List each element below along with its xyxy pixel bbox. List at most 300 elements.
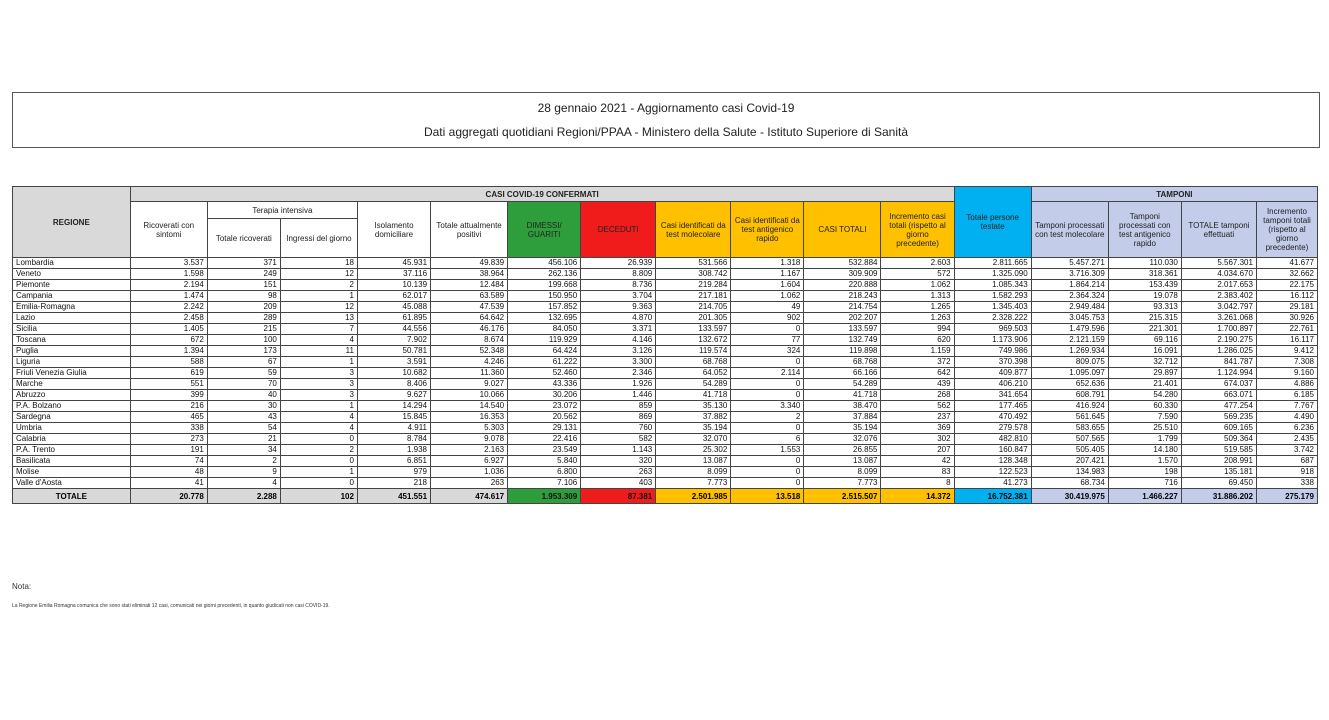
- report-title: 28 gennaio 2021 - Aggiornamento casi Covid-19: [537, 101, 795, 115]
- value-cell: 34: [207, 445, 280, 456]
- header-casi-antigenico: Casi identificati da test antigenico rapido: [731, 202, 804, 258]
- value-cell: 122.523: [954, 467, 1031, 478]
- value-cell: 218.243: [804, 291, 881, 302]
- value-cell: 63.589: [431, 291, 508, 302]
- value-cell: 16.112: [1256, 291, 1317, 302]
- value-cell: 1.124.994: [1181, 368, 1256, 379]
- value-cell: 1: [280, 401, 357, 412]
- value-cell: 2.383.402: [1181, 291, 1256, 302]
- value-cell: 202.207: [804, 313, 881, 324]
- value-cell: 0: [731, 324, 804, 335]
- value-cell: 6.927: [431, 456, 508, 467]
- value-cell: 61.222: [508, 357, 581, 368]
- value-cell: 0: [280, 478, 357, 489]
- value-cell: 59: [207, 368, 280, 379]
- region-cell: Toscana: [13, 335, 131, 346]
- value-cell: 30: [207, 401, 280, 412]
- table-row: [13, 291, 1318, 302]
- value-cell: 1.263: [881, 313, 954, 324]
- value-cell: 8: [881, 478, 954, 489]
- value-cell: 69.116: [1108, 335, 1181, 346]
- value-cell: 1.062: [881, 280, 954, 291]
- value-cell: 399: [130, 390, 207, 401]
- value-cell: 273: [130, 434, 207, 445]
- value-cell: 12: [280, 302, 357, 313]
- value-cell: 41.273: [954, 478, 1031, 489]
- value-cell: 214.705: [656, 302, 731, 313]
- value-cell: 16.091: [1108, 346, 1181, 357]
- value-cell: 4: [280, 423, 357, 434]
- table-row: [13, 456, 1318, 467]
- value-cell: 1.474: [130, 291, 207, 302]
- value-cell: 1.318: [731, 258, 804, 269]
- table-row: [13, 467, 1318, 478]
- value-cell: 29.131: [508, 423, 581, 434]
- value-cell: 14.180: [1108, 445, 1181, 456]
- value-cell: 157.852: [508, 302, 581, 313]
- value-cell: 338: [1256, 478, 1317, 489]
- value-cell: 132.695: [508, 313, 581, 324]
- value-cell: 2.190.275: [1181, 335, 1256, 346]
- value-cell: 54: [207, 423, 280, 434]
- value-cell: 47.539: [431, 302, 508, 313]
- value-cell: 1.799: [1108, 434, 1181, 445]
- value-cell: 35.130: [656, 401, 731, 412]
- region-cell: Valle d'Aosta: [13, 478, 131, 489]
- value-cell: 61.895: [357, 313, 430, 324]
- table-row: [13, 390, 1318, 401]
- value-cell: 4.034.670: [1181, 269, 1256, 280]
- value-cell: 128.348: [954, 456, 1031, 467]
- value-cell: 9.412: [1256, 346, 1317, 357]
- value-cell: 8.099: [656, 467, 731, 478]
- value-cell: 663.071: [1181, 390, 1256, 401]
- value-cell: 1.143: [581, 445, 656, 456]
- value-cell: 133.597: [804, 324, 881, 335]
- value-cell: 969.503: [954, 324, 1031, 335]
- table-body: [13, 258, 1318, 489]
- header-incremento-tamponi: Incremento tamponi totali (rispetto al giorno precedente): [1256, 202, 1317, 258]
- value-cell: 5.567.301: [1181, 258, 1256, 269]
- table-row: [13, 258, 1318, 269]
- value-cell: 13: [280, 313, 357, 324]
- value-cell: 561.645: [1031, 412, 1108, 423]
- region-cell: Lazio: [13, 313, 131, 324]
- value-cell: 38.964: [431, 269, 508, 280]
- value-cell: 18: [280, 258, 357, 269]
- table-row: [13, 368, 1318, 379]
- total-cell: 2.288: [207, 489, 280, 504]
- value-cell: 16.117: [1256, 335, 1317, 346]
- value-cell: 173: [207, 346, 280, 357]
- value-cell: 4.490: [1256, 412, 1317, 423]
- header-incremento-casi: Incremento casi totali (rispetto al giorno precedente): [881, 202, 954, 258]
- region-cell: Basilicata: [13, 456, 131, 467]
- value-cell: 569.235: [1181, 412, 1256, 423]
- value-cell: 2.194: [130, 280, 207, 291]
- value-cell: 0: [280, 434, 357, 445]
- value-cell: 43: [207, 412, 280, 423]
- value-cell: 119.898: [804, 346, 881, 357]
- value-cell: 482.810: [954, 434, 1031, 445]
- value-cell: 1.325.090: [954, 269, 1031, 280]
- total-cell: 275.179: [1256, 489, 1317, 504]
- value-cell: 620: [881, 335, 954, 346]
- region-cell: Calabria: [13, 434, 131, 445]
- value-cell: 994: [881, 324, 954, 335]
- region-cell: Lombardia: [13, 258, 131, 269]
- report-header: [12, 92, 1320, 148]
- note-text: La Regione Emilia Romagna comunica che sono stati eliminati 12 casi, comunicati nei giorni precedenti, in quanto giudicati non casi COVID-19.: [12, 603, 330, 609]
- value-cell: 40: [207, 390, 280, 401]
- value-cell: 209: [207, 302, 280, 313]
- value-cell: 52.460: [508, 368, 581, 379]
- value-cell: 10.066: [431, 390, 508, 401]
- value-cell: 652.636: [1031, 379, 1108, 390]
- value-cell: 532.884: [804, 258, 881, 269]
- value-cell: 215.315: [1108, 313, 1181, 324]
- value-cell: 21: [207, 434, 280, 445]
- value-cell: 83: [881, 467, 954, 478]
- value-cell: 1.167: [731, 269, 804, 280]
- value-cell: 1.570: [1108, 456, 1181, 467]
- total-cell: 31.886.202: [1181, 489, 1256, 504]
- value-cell: 20.562: [508, 412, 581, 423]
- table-row: [13, 324, 1318, 335]
- value-cell: 0: [731, 456, 804, 467]
- value-cell: 619: [130, 368, 207, 379]
- value-cell: 262.136: [508, 269, 581, 280]
- value-cell: 1.405: [130, 324, 207, 335]
- total-cell: 20.778: [130, 489, 207, 504]
- value-cell: 10.139: [357, 280, 430, 291]
- region-cell: Umbria: [13, 423, 131, 434]
- value-cell: 119.574: [656, 346, 731, 357]
- value-cell: 41.677: [1256, 258, 1317, 269]
- table-row: [13, 335, 1318, 346]
- region-cell: P.A. Trento: [13, 445, 131, 456]
- value-cell: 69.450: [1181, 478, 1256, 489]
- region-cell: Puglia: [13, 346, 131, 357]
- value-cell: 859: [581, 401, 656, 412]
- value-cell: 403: [581, 478, 656, 489]
- value-cell: 2.364.324: [1031, 291, 1108, 302]
- value-cell: 4.246: [431, 357, 508, 368]
- value-cell: 7.773: [656, 478, 731, 489]
- value-cell: 2.163: [431, 445, 508, 456]
- value-cell: 583.655: [1031, 423, 1108, 434]
- value-cell: 1.062: [731, 291, 804, 302]
- value-cell: 3.126: [581, 346, 656, 357]
- value-cell: 409.877: [954, 368, 1031, 379]
- header-group-tamponi: TAMPONI: [1031, 187, 1317, 202]
- table-row: [13, 412, 1318, 423]
- value-cell: 1.604: [731, 280, 804, 291]
- value-cell: 132.672: [656, 335, 731, 346]
- value-cell: 4: [280, 335, 357, 346]
- value-cell: 54.289: [656, 379, 731, 390]
- value-cell: 507.565: [1031, 434, 1108, 445]
- region-cell: Emilia-Romagna: [13, 302, 131, 313]
- value-cell: 1.313: [881, 291, 954, 302]
- value-cell: 41.718: [804, 390, 881, 401]
- value-cell: 572: [881, 269, 954, 280]
- value-cell: 221.301: [1108, 324, 1181, 335]
- value-cell: 6: [731, 434, 804, 445]
- value-cell: 672: [130, 335, 207, 346]
- region-cell: Abruzzo: [13, 390, 131, 401]
- value-cell: 249: [207, 269, 280, 280]
- region-cell: Sicilia: [13, 324, 131, 335]
- total-cell: 30.419.975: [1031, 489, 1108, 504]
- total-cell: 2.501.985: [656, 489, 731, 504]
- value-cell: 372: [881, 357, 954, 368]
- value-cell: 289: [207, 313, 280, 324]
- header-tamponi-antigenico: Tamponi processati con test antigenico rapido: [1108, 202, 1181, 258]
- value-cell: 3.716.309: [1031, 269, 1108, 280]
- value-cell: 609.165: [1181, 423, 1256, 434]
- value-cell: 588: [130, 357, 207, 368]
- value-cell: 3.371: [581, 324, 656, 335]
- value-cell: 46.176: [431, 324, 508, 335]
- total-cell: 87.381: [581, 489, 656, 504]
- header-casi-molecolare: Casi identificati da test molecolare: [656, 202, 731, 258]
- header-totale-ricoverati: Totale ricoverati: [207, 219, 280, 258]
- value-cell: 153.439: [1108, 280, 1181, 291]
- value-cell: 37.882: [656, 412, 731, 423]
- value-cell: 2.114: [731, 368, 804, 379]
- header-guariti: DIMESSI/ GUARITI: [508, 202, 581, 258]
- value-cell: 3.591: [357, 357, 430, 368]
- value-cell: 177.465: [954, 401, 1031, 412]
- value-cell: 50.781: [357, 346, 430, 357]
- value-cell: 13.087: [804, 456, 881, 467]
- value-cell: 7.308: [1256, 357, 1317, 368]
- value-cell: 3.537: [130, 258, 207, 269]
- report-subtitle: Dati aggregati quotidiani Regioni/PPAA - Ministero della Salute - Istituto Superiore di Sanità: [423, 125, 909, 139]
- value-cell: 841.787: [1181, 357, 1256, 368]
- value-cell: 30.926: [1256, 313, 1317, 324]
- value-cell: 208.991: [1181, 456, 1256, 467]
- total-cell: 13.518: [731, 489, 804, 504]
- value-cell: 19.078: [1108, 291, 1181, 302]
- value-cell: 1.479.596: [1031, 324, 1108, 335]
- value-cell: 32.070: [656, 434, 731, 445]
- value-cell: 32.712: [1108, 357, 1181, 368]
- value-cell: 199.668: [508, 280, 581, 291]
- value-cell: 8.674: [431, 335, 508, 346]
- value-cell: 760: [581, 423, 656, 434]
- value-cell: 29.181: [1256, 302, 1317, 313]
- value-cell: 52.348: [431, 346, 508, 357]
- value-cell: 1.095.097: [1031, 368, 1108, 379]
- value-cell: 6.851: [357, 456, 430, 467]
- value-cell: 1: [280, 357, 357, 368]
- value-cell: 3.742: [1256, 445, 1317, 456]
- region-cell: Molise: [13, 467, 131, 478]
- value-cell: 2.017.653: [1181, 280, 1256, 291]
- value-cell: 2.811.665: [954, 258, 1031, 269]
- header-ingressi-giorno: Ingressi del giorno: [280, 219, 357, 258]
- header-deceduti: DECEDUTI: [581, 202, 656, 258]
- value-cell: 6.236: [1256, 423, 1317, 434]
- value-cell: 110.030: [1108, 258, 1181, 269]
- value-cell: 749.986: [954, 346, 1031, 357]
- value-cell: 1.446: [581, 390, 656, 401]
- value-cell: 3.300: [581, 357, 656, 368]
- table-row: [13, 280, 1318, 291]
- table-row: [13, 357, 1318, 368]
- value-cell: 16.353: [431, 412, 508, 423]
- value-cell: 68.768: [804, 357, 881, 368]
- value-cell: 4: [280, 412, 357, 423]
- value-cell: 406.210: [954, 379, 1031, 390]
- value-cell: 509.364: [1181, 434, 1256, 445]
- value-cell: 9: [207, 467, 280, 478]
- value-cell: 1.159: [881, 346, 954, 357]
- value-cell: 10.682: [357, 368, 430, 379]
- value-cell: 5.840: [508, 456, 581, 467]
- value-cell: 3.045.753: [1031, 313, 1108, 324]
- value-cell: 3.261.068: [1181, 313, 1256, 324]
- value-cell: 2.435: [1256, 434, 1317, 445]
- value-cell: 0: [280, 456, 357, 467]
- value-cell: 369: [881, 423, 954, 434]
- value-cell: 30.206: [508, 390, 581, 401]
- value-cell: 7.767: [1256, 401, 1317, 412]
- value-cell: 98: [207, 291, 280, 302]
- covid-data-table: [12, 186, 1318, 504]
- region-cell: Friuli Venezia Giulia: [13, 368, 131, 379]
- region-cell: Campania: [13, 291, 131, 302]
- value-cell: 198: [1108, 467, 1181, 478]
- value-cell: 1.345.403: [954, 302, 1031, 313]
- value-cell: 324: [731, 346, 804, 357]
- value-cell: 207: [881, 445, 954, 456]
- total-label: TOTALE: [13, 489, 131, 504]
- value-cell: 716: [1108, 478, 1181, 489]
- value-cell: 869: [581, 412, 656, 423]
- value-cell: 6.800: [508, 467, 581, 478]
- value-cell: 45.088: [357, 302, 430, 313]
- value-cell: 263: [431, 478, 508, 489]
- header-isolamento: Isolamento domiciliare: [357, 202, 430, 258]
- value-cell: 217.181: [656, 291, 731, 302]
- value-cell: 219.284: [656, 280, 731, 291]
- value-cell: 9.627: [357, 390, 430, 401]
- value-cell: 279.578: [954, 423, 1031, 434]
- total-cell: 2.515.507: [804, 489, 881, 504]
- value-cell: 23.549: [508, 445, 581, 456]
- value-cell: 43.336: [508, 379, 581, 390]
- value-cell: 439: [881, 379, 954, 390]
- value-cell: 9.363: [581, 302, 656, 313]
- region-cell: Sardegna: [13, 412, 131, 423]
- total-cell: 474.617: [431, 489, 508, 504]
- value-cell: 32.076: [804, 434, 881, 445]
- total-cell: 16.752.381: [954, 489, 1031, 504]
- value-cell: 22.416: [508, 434, 581, 445]
- value-cell: 1.553: [731, 445, 804, 456]
- region-cell: Marche: [13, 379, 131, 390]
- value-cell: 3.704: [581, 291, 656, 302]
- value-cell: 1.394: [130, 346, 207, 357]
- value-cell: 470.492: [954, 412, 1031, 423]
- value-cell: 3: [280, 390, 357, 401]
- value-cell: 32.662: [1256, 269, 1317, 280]
- value-cell: 66.166: [804, 368, 881, 379]
- header-casi-totali: CASI TOTALI: [804, 202, 881, 258]
- header-group-casi: CASI COVID-19 CONFERMATI: [130, 187, 954, 202]
- value-cell: 4.870: [581, 313, 656, 324]
- value-cell: 456.106: [508, 258, 581, 269]
- region-cell: Liguria: [13, 357, 131, 368]
- value-cell: 687: [1256, 456, 1317, 467]
- value-cell: 22.175: [1256, 280, 1317, 291]
- value-cell: 15.845: [357, 412, 430, 423]
- value-cell: 1.598: [130, 269, 207, 280]
- value-cell: 3: [280, 368, 357, 379]
- value-cell: 67: [207, 357, 280, 368]
- value-cell: 341.654: [954, 390, 1031, 401]
- value-cell: 135.181: [1181, 467, 1256, 478]
- value-cell: 38.470: [804, 401, 881, 412]
- value-cell: 5.457.271: [1031, 258, 1108, 269]
- header-attualmente-positivi: Totale attualmente positivi: [431, 202, 508, 258]
- value-cell: 220.888: [804, 280, 881, 291]
- value-cell: 151: [207, 280, 280, 291]
- value-cell: 2.346: [581, 368, 656, 379]
- value-cell: 268: [881, 390, 954, 401]
- value-cell: 1.582.293: [954, 291, 1031, 302]
- value-cell: 8.736: [581, 280, 656, 291]
- region-cell: Veneto: [13, 269, 131, 280]
- value-cell: 11.360: [431, 368, 508, 379]
- table-row: [13, 478, 1318, 489]
- value-cell: 74: [130, 456, 207, 467]
- value-cell: 2: [280, 445, 357, 456]
- value-cell: 0: [731, 478, 804, 489]
- value-cell: 416.924: [1031, 401, 1108, 412]
- value-cell: 35.194: [656, 423, 731, 434]
- value-cell: 4.886: [1256, 379, 1317, 390]
- value-cell: 302: [881, 434, 954, 445]
- value-cell: 150.950: [508, 291, 581, 302]
- value-cell: 4: [207, 478, 280, 489]
- value-cell: 6.185: [1256, 390, 1317, 401]
- value-cell: 1.265: [881, 302, 954, 313]
- value-cell: 3.340: [731, 401, 804, 412]
- value-cell: 14.540: [431, 401, 508, 412]
- value-cell: 477.254: [1181, 401, 1256, 412]
- total-cell: 14.372: [881, 489, 954, 504]
- value-cell: 45.931: [357, 258, 430, 269]
- value-cell: 49.839: [431, 258, 508, 269]
- table-row: [13, 434, 1318, 445]
- value-cell: 4.911: [357, 423, 430, 434]
- value-cell: 191: [130, 445, 207, 456]
- value-cell: 371: [207, 258, 280, 269]
- table-row: [13, 302, 1318, 313]
- value-cell: 77: [731, 335, 804, 346]
- value-cell: 64.642: [431, 313, 508, 324]
- value-cell: 41.718: [656, 390, 731, 401]
- value-cell: 1.269.934: [1031, 346, 1108, 357]
- value-cell: 519.585: [1181, 445, 1256, 456]
- value-cell: 26.855: [804, 445, 881, 456]
- value-cell: 465: [130, 412, 207, 423]
- value-cell: 22.761: [1256, 324, 1317, 335]
